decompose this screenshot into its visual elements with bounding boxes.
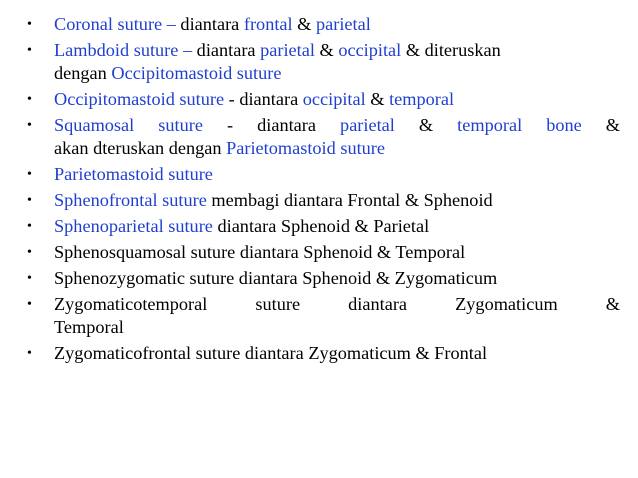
term-occipitomastoid-suture: Occipitomastoid suture — [54, 89, 225, 109]
bullet-icon: • — [27, 219, 32, 234]
list-item-parietomastoid-suture — [24, 163, 620, 186]
text: - diantara — [224, 89, 303, 109]
list-item-sphenoparietal-suture — [24, 215, 620, 238]
text: diantara — [175, 14, 244, 34]
list-item-zygomaticotemporal-suture — [24, 293, 620, 339]
text: & — [292, 14, 316, 34]
bullet-icon: • — [27, 17, 32, 32]
list-item-sphenozygomatic-suture — [24, 267, 620, 290]
bone-frontal: frontal — [243, 14, 293, 34]
text: diantara — [192, 40, 261, 60]
list-item-squamosal-suture — [24, 114, 620, 160]
item-text: Zygomaticofrontal suture diantara Zygomaticum & Frontal — [54, 343, 488, 363]
term-parietomastoid-suture: Parietomastoid suture — [226, 138, 386, 158]
list-item-occipitomastoid-suture — [24, 88, 620, 111]
item-text: Zygomaticotemporal suture diantara Zygomaticum & — [54, 294, 620, 314]
item-text: Temporal — [54, 317, 124, 337]
text: akan dteruskan dengan — [54, 138, 227, 158]
term-lambdoid-suture: Lambdoid suture – — [54, 40, 193, 60]
term-sphenoparietal-suture: Sphenoparietal suture — [54, 216, 213, 236]
text: & — [394, 115, 458, 135]
bullet-icon: • — [27, 118, 32, 133]
text: membagi diantara Frontal & Sphenoid — [206, 190, 493, 210]
list-item-coronal-suture — [24, 13, 620, 36]
bullet-icon: • — [27, 43, 32, 58]
item-text: Sphenosquamosal suture diantara Sphenoid & Temporal — [54, 242, 466, 262]
text: & — [365, 89, 390, 109]
bone-temporal: temporal bone — [457, 115, 582, 135]
text: & — [314, 40, 339, 60]
list-item-sphenosquamosal-suture — [24, 241, 620, 264]
item-text: Sphenozygomatic suture diantara Sphenoid & Zygomaticum — [54, 268, 498, 288]
text: diantara Sphenoid & Parietal — [212, 216, 430, 236]
bone-occipital: occipital — [338, 40, 402, 60]
list-item-lambdoid-suture — [24, 39, 620, 85]
bone-occipital: occipital — [302, 89, 366, 109]
bone-temporal: temporal — [389, 89, 455, 109]
suture-list — [24, 13, 620, 368]
text: & — [581, 115, 620, 135]
bullet-icon: • — [27, 92, 32, 107]
bullet-icon: • — [27, 271, 32, 286]
bullet-icon: • — [27, 245, 32, 260]
bone-parietal: parietal — [340, 115, 395, 135]
bullet-icon: • — [27, 346, 32, 361]
bullet-icon: • — [27, 193, 32, 208]
text: - diantara — [202, 115, 341, 135]
bullet-icon: • — [27, 167, 32, 182]
term-squamosal-suture: Squamosal suture — [54, 115, 203, 135]
bullet-icon: • — [27, 297, 32, 312]
list-item-sphenofrontal-suture — [24, 189, 620, 212]
text: & diteruskan — [401, 40, 501, 60]
term-parietomastoid-suture: Parietomastoid suture — [54, 164, 213, 184]
bone-parietal: parietal — [260, 40, 315, 60]
term-sphenofrontal-suture: Sphenofrontal suture — [54, 190, 207, 210]
term-coronal-suture: Coronal suture – — [54, 14, 176, 34]
list-item-zygomaticofrontal-suture — [24, 342, 620, 365]
bone-parietal: parietal — [315, 14, 371, 34]
term-occipitomastoid-suture: Occipitomastoid suture — [111, 63, 282, 83]
text: dengan — [54, 63, 112, 83]
